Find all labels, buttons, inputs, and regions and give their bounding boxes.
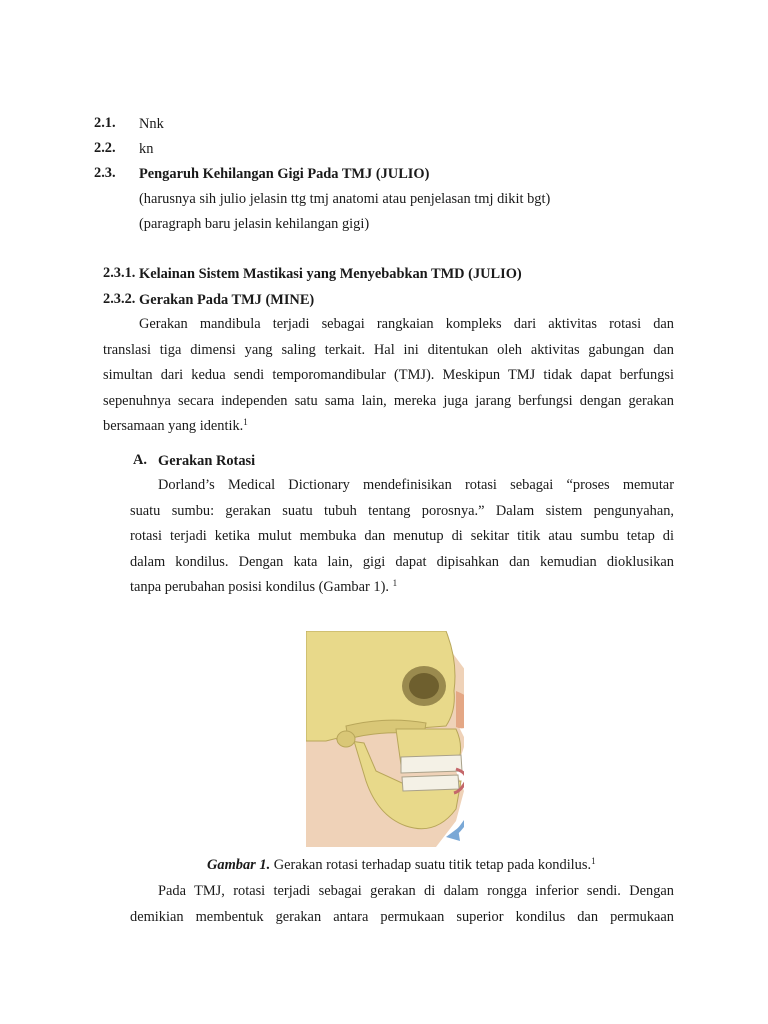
paragraph-line: Gerakan mandibula terjadi sebagai rangkaian kompleks dari aktivitas rotasi dan <box>139 316 674 332</box>
outline-number-2-2: 2.2. <box>94 140 116 156</box>
reference-superscript: 1 <box>591 856 596 866</box>
subheading-number-2-3-1: 2.3.1. <box>103 265 136 281</box>
paragraph-line: translasi tiga dimensi yang saling terkait. Hal ini ditentukan oleh aktivitas gabungan dan <box>103 341 674 358</box>
paragraph-last-line <box>130 575 674 601</box>
subheading-2-3-2: Gerakan Pada TMJ (MINE) <box>139 292 315 308</box>
figure-caption-label: Gambar 1. <box>207 857 271 873</box>
subheading-2-3-1: Kelainan Sistem Mastikasi yang Menyebabkan TMD (JULIO) <box>139 266 522 282</box>
author-note-2: (paragraph baru jelasin kehilangan gigi) <box>139 216 370 232</box>
paragraph-tmj-rotation <box>130 879 674 930</box>
paragraph-rotation-definition <box>130 473 674 601</box>
outline-number-2-1: 2.1. <box>94 115 116 131</box>
skull-illustration <box>306 631 464 847</box>
paragraph-line: bersamaan yang identik. <box>103 418 244 434</box>
subheading-number-2-3-2: 2.3.2. <box>103 291 136 307</box>
paragraph-line: Dorland’s Medical Dictionary mendefinisikan rotasi sebagai “proses memutar <box>158 477 674 493</box>
paragraph-line: tanpa perubahan posisi kondilus (Gambar 1). <box>130 579 389 595</box>
outline-heading-2-3: Pengaruh Kehilangan Gigi Pada TMJ (JULIO) <box>139 166 430 182</box>
paragraph-line: dalam kondilus. Dengan kata lain, gigi dapat dipisahkan dan kemudian dioklusikan <box>130 553 674 570</box>
outline-item-2-2: kn <box>139 141 154 157</box>
paragraph-line: sepenuhnya secara independen satu sama lain, mereka juga jarang berfungsi dengan gerakan <box>103 392 674 409</box>
reference-superscript: 1 <box>392 578 398 588</box>
section-letter-a: A. <box>133 452 147 468</box>
author-note-1: (harusnya sih julio jelasin ttg tmj anatomi atau penjelasan tmj dikit bgt) <box>139 191 551 207</box>
paragraph-line: simultan dari kedua sendi temporomandibular (TMJ). Meskipun TMJ tidak dapat berfungsi <box>103 367 674 383</box>
figure-caption <box>207 856 596 874</box>
nose <box>456 691 464 728</box>
outline-number-2-3: 2.3. <box>94 165 116 181</box>
lower-teeth <box>402 775 459 791</box>
paragraph-line: Pada TMJ, rotasi terjadi sebagai gerakan di dalam rongga inferior sendi. Dengan <box>158 883 674 899</box>
paragraph-line: rotasi terjadi ketika mulut membuka dan menutup di sekitar titik atau sumbu tetap di <box>130 528 674 544</box>
reference-superscript: 1 <box>243 417 248 427</box>
paragraph-line: demikian membentuk gerakan antara permukaan superior kondilus dan permukaan <box>130 908 674 925</box>
paragraph-last-line <box>103 414 674 440</box>
paragraph-line: suatu sumbu: gerakan suatu tubuh tentang porosnya.” Dalam sistem pengunyahan, <box>130 502 674 519</box>
upper-teeth <box>401 755 462 773</box>
eye-orbit-inner <box>409 673 439 699</box>
outline-item-2-1: Nnk <box>139 116 164 132</box>
paragraph-mandibular-movement <box>103 312 674 440</box>
skull-rotation-figure <box>306 631 464 847</box>
condyle <box>337 731 355 747</box>
section-heading-gerakan-rotasi: Gerakan Rotasi <box>158 453 256 469</box>
figure-caption-text: Gerakan rotasi terhadap suatu titik tetap pada kondilus. <box>273 857 592 873</box>
